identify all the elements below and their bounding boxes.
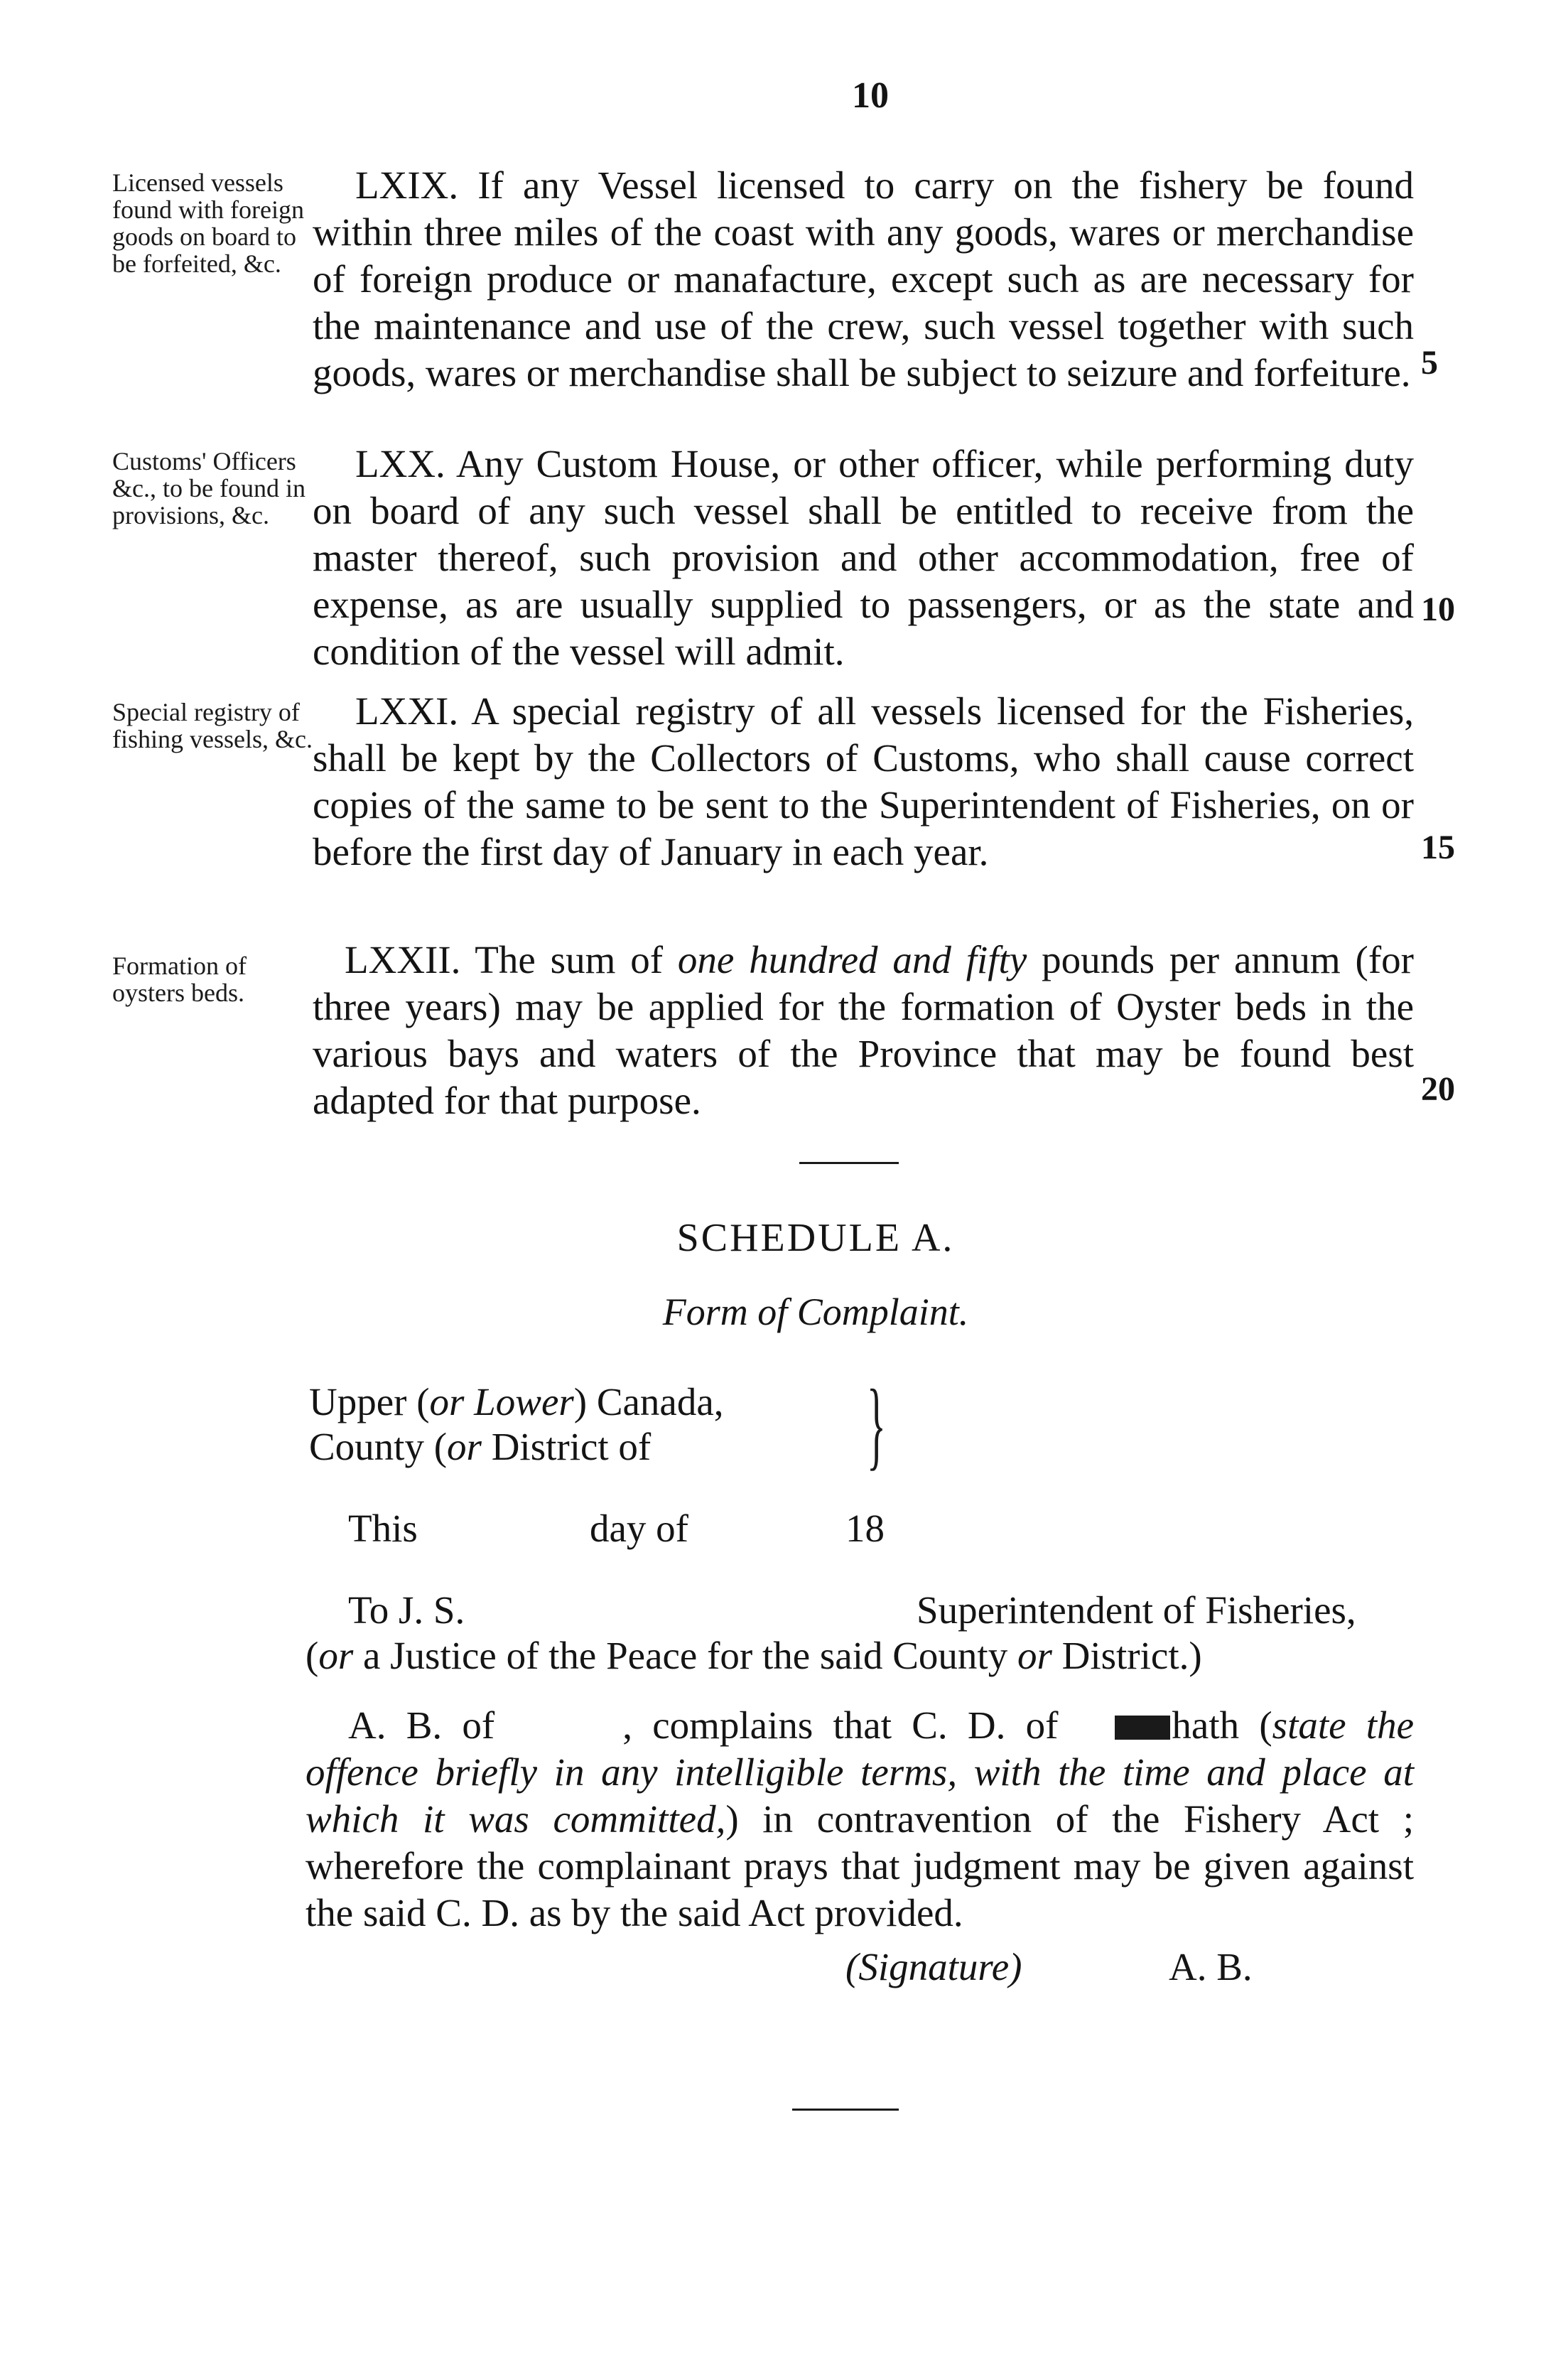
date-day-of: day of (590, 1507, 688, 1550)
section-lxix (313, 162, 1414, 397)
section-text: Any Custom House, or other officer, while performing duty on board of any such vessel shall be entitled to receive from the master thereof, such provision and other accommodation, free of expense, as are usually supplied to passengers, or as the state and condition of the vessel will admit. (313, 442, 1415, 673)
complaint-paragraph (306, 1702, 1414, 1937)
schedule-title: SCHEDULE A. (676, 1216, 955, 1260)
margin-note-lxix: Licensed vessels found with foreign goods on board to be forfeited, &c. (112, 168, 304, 278)
complaint-text: hath ( (1172, 1703, 1272, 1747)
page-number: 10 (852, 75, 889, 116)
section-text: A special registry of all vessels licensed for the Fisheries, shall be kept by the Collectors of Customs, who shall cause correct copies of the same to be sent to the Superintendent of Fisheries, on or before the first day of January in each year. (313, 689, 1415, 873)
complaint-text: ) in contravention of the Fishery Act ; wherefore the complainant prays that judgment may be given against the said C. D. as by the said Act provided. (306, 1797, 1414, 1934)
complaint-italic: state the offence briefly in any intelligible terms, with the time and place at which it was committed, (306, 1703, 1414, 1841)
form-title: Form of Complaint. (662, 1291, 969, 1333)
margin-note-lxx: Customs' Officers &c., to be found in provisions, &c. (112, 447, 306, 529)
signature-name: A. B. (1169, 1945, 1253, 1988)
or-italic: or (1017, 1634, 1052, 1677)
to-title: Superintendent of Fisheries, (917, 1588, 1356, 1632)
date-this: This (348, 1507, 418, 1550)
line-number-15: 15 (1421, 829, 1455, 866)
section-number: LXXII. (345, 938, 461, 981)
date-year: 18 (845, 1507, 885, 1550)
section-text: If any Vessel licensed to carry on the fishery be found within three miles of the coast with any goods, wares or merchandise of foreign produce or manafacture, except such as are necessary for the maintenance and use of the crew, such vessel together with such goods, wares or merchandise shall be subject to seizure and forfeiture. (313, 163, 1415, 394)
venue-text: District of (481, 1425, 652, 1468)
or-text: District.) (1052, 1634, 1202, 1677)
venue-text: County ( (309, 1425, 448, 1468)
bottom-rule (792, 2109, 899, 2111)
line-number-5: 5 (1421, 344, 1438, 382)
or-line (306, 1632, 1202, 1679)
venue-italic: or (447, 1425, 482, 1468)
venue-text: ) Canada, (573, 1380, 724, 1423)
venue-line-2 (309, 1423, 651, 1470)
section-number: LXX. (355, 442, 445, 485)
section-number: LXIX. (355, 163, 459, 207)
brace-icon: } (867, 1369, 886, 1480)
line-number-10: 10 (1421, 591, 1455, 628)
section-lxxi (313, 688, 1414, 876)
ink-blot (1115, 1716, 1170, 1740)
section-text-after: pounds per annum (for three years) may be applied for the formation of Oyster beds in the various bays and waters of the Province that may be found best adapted for that purpose. (313, 938, 1414, 1122)
line-number-20: 20 (1421, 1070, 1455, 1108)
or-text: a Justice of the Peace for the said County (353, 1634, 1017, 1677)
signature-label: (Signature) (845, 1945, 1022, 1988)
section-text-italic: one hundred and fifty (677, 938, 1027, 981)
to-line: To J. S. (348, 1588, 465, 1632)
venue-italic: or Lower (429, 1380, 574, 1423)
or-italic: or (318, 1634, 354, 1677)
venue-line-1 (309, 1379, 724, 1426)
complaint-text: , complains that C. D. of (622, 1703, 1059, 1747)
section-number: LXXI. (355, 689, 459, 733)
margin-note-lxxi: Special registry of fishing vessels, &c. (112, 698, 313, 753)
section-text-before: The sum of (475, 938, 664, 981)
or-text: ( (306, 1634, 319, 1677)
margin-note-lxxii: Formation of oysters beds. (112, 952, 247, 1007)
divider-rule (799, 1162, 899, 1164)
section-lxxii (313, 937, 1414, 1124)
venue-text: Upper ( (309, 1380, 430, 1423)
section-lxx (313, 441, 1414, 675)
complaint-text: A. B. of (348, 1703, 495, 1747)
